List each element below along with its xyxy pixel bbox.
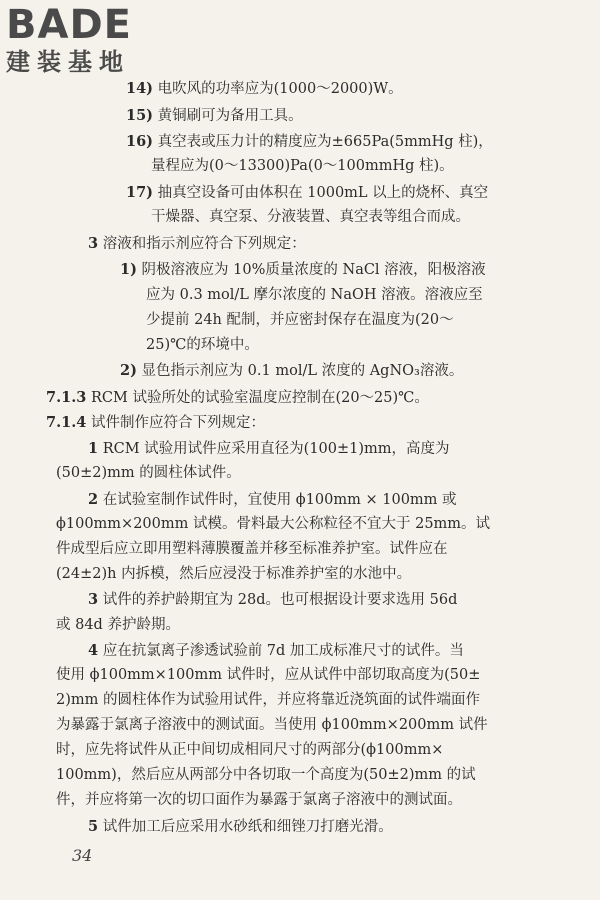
text-line [88, 817, 393, 837]
text-line [120, 361, 463, 381]
text-line [151, 207, 470, 227]
line-text: 时，应先将试件从正中间切成相同尺寸的两部分(ϕ100mm× [56, 742, 444, 758]
text-line [146, 335, 259, 355]
clause-number: 16) [126, 133, 154, 150]
text-line [151, 156, 454, 176]
text-line [146, 310, 454, 330]
text-line [56, 665, 480, 685]
line-text: 黄铜刷可为备用工具。 [153, 108, 303, 124]
text-line [56, 790, 462, 810]
line-text: 100mm)，然后应从两部分中各切取一个高度为(50±2)mm 的试 [56, 767, 476, 783]
text-line [56, 564, 411, 584]
logo-main-text: BADE [6, 2, 132, 48]
text-line [56, 690, 480, 710]
line-text: 溶液和指示剂应符合下列规定： [98, 236, 306, 252]
clause-number: 3 [88, 235, 99, 252]
clause-number: 7.1.4 [46, 414, 87, 431]
line-text: 或 84d 养护龄期。 [56, 617, 180, 633]
line-text: 2)mm 的圆柱体作为试验用试件，并应将靠近浇筑面的试件端面作 [56, 692, 480, 708]
text-line [46, 413, 265, 433]
clause-number: 2) [120, 362, 137, 379]
line-text: 件，并应将第一次的切口面作为暴露于氯离子溶液中的测试面。 [56, 792, 462, 808]
clause-number: 2 [88, 491, 99, 508]
text-line [88, 439, 450, 459]
text-line [56, 463, 241, 483]
line-text: RCM 试验用试件应采用直径为(100±1)mm，高度为 [98, 441, 450, 457]
line-text: 件成型后应立即用塑料薄膜覆盖并移至标准养护室。试件应在 [56, 541, 448, 557]
text-line [56, 740, 443, 760]
page-number: 34 [72, 846, 93, 865]
clause-number: 4 [88, 642, 99, 659]
line-text: ϕ100mm×200mm 试模。骨料最大公称粒径不宜大于 25mm。试 [56, 516, 491, 532]
text-line [46, 388, 429, 408]
line-text: 干燥器、真空泵、分液装置、真空表等组合而成。 [151, 209, 470, 225]
line-text: 量程应为(0～13300)Pa(0～100mmHg 柱)。 [151, 158, 454, 174]
text-line [88, 234, 306, 254]
line-text: RCM 试验所处的试验室温度应控制在(20～25)℃。 [86, 390, 429, 406]
text-line [88, 490, 457, 510]
line-text: 少提前 24h 配制，并应密封保存在温度为(20～ [146, 312, 454, 328]
line-text: 电吹风的功率应为(1000～2000)W。 [153, 81, 403, 97]
text-line [126, 132, 493, 152]
text-line [126, 183, 488, 203]
line-text: 应在抗氯离子渗透试验前 7d 加工成标准尺寸的试件。当 [98, 643, 464, 659]
line-text: 试件制作应符合下列规定： [86, 415, 265, 431]
line-text: 应为 0.3 mol/L 摩尔浓度的 NaOH 溶液。溶液应至 [146, 287, 483, 303]
clause-number: 15) [126, 107, 154, 124]
text-line [56, 615, 180, 635]
line-text: 试件加工后应采用水砂纸和细锉刀打磨光滑。 [98, 819, 393, 835]
text-line [126, 79, 403, 99]
text-line [56, 539, 448, 559]
clause-number: 1 [88, 440, 99, 457]
line-text: 真空表或压力计的精度应为±665Pa(5mmHg 柱)， [153, 134, 493, 150]
line-text: 在试验室制作试件时，宜使用 ϕ100mm × 100mm 或 [98, 492, 457, 508]
text-line [120, 260, 486, 280]
text-line [56, 514, 490, 534]
text-line [88, 641, 464, 661]
text-line [146, 285, 483, 305]
clause-number: 5 [88, 818, 99, 835]
line-text: 试件的养护龄期宜为 28d。也可根据设计要求选用 56d [98, 592, 458, 608]
line-text: (24±2)h 内拆模，然后应浸没于标准养护室的水池中。 [56, 566, 412, 582]
clause-number: 14) [126, 80, 154, 97]
text-line [126, 106, 303, 126]
text-line [88, 590, 457, 610]
clause-number: 3 [88, 591, 99, 608]
line-text: 为暴露于氯离子溶液中的测试面。当使用 ϕ100mm×200mm 试件 [56, 717, 488, 733]
line-text: 使用 ϕ100mm×100mm 试件时，应从试件中部切取高度为(50± [56, 667, 481, 683]
line-text: 阴极溶液应为 10%质量浓度的 NaCl 溶液，阳极溶液 [136, 262, 486, 278]
line-text: 25)℃的环境中。 [146, 337, 259, 353]
text-line [56, 715, 488, 735]
clause-number: 17) [126, 184, 154, 201]
logo-sub-text: 建装基地 [6, 48, 130, 76]
clause-number: 1) [120, 261, 137, 278]
line-text: 显色指示剂应为 0.1 mol/L 浓度的 AgNO₃溶液。 [136, 363, 464, 379]
text-line [56, 765, 476, 785]
line-text: 抽真空设备可由体积在 1000mL 以上的烧杯、真空 [153, 185, 489, 201]
line-text: (50±2)mm 的圆柱体试件。 [56, 465, 241, 481]
clause-number: 7.1.3 [46, 389, 87, 406]
